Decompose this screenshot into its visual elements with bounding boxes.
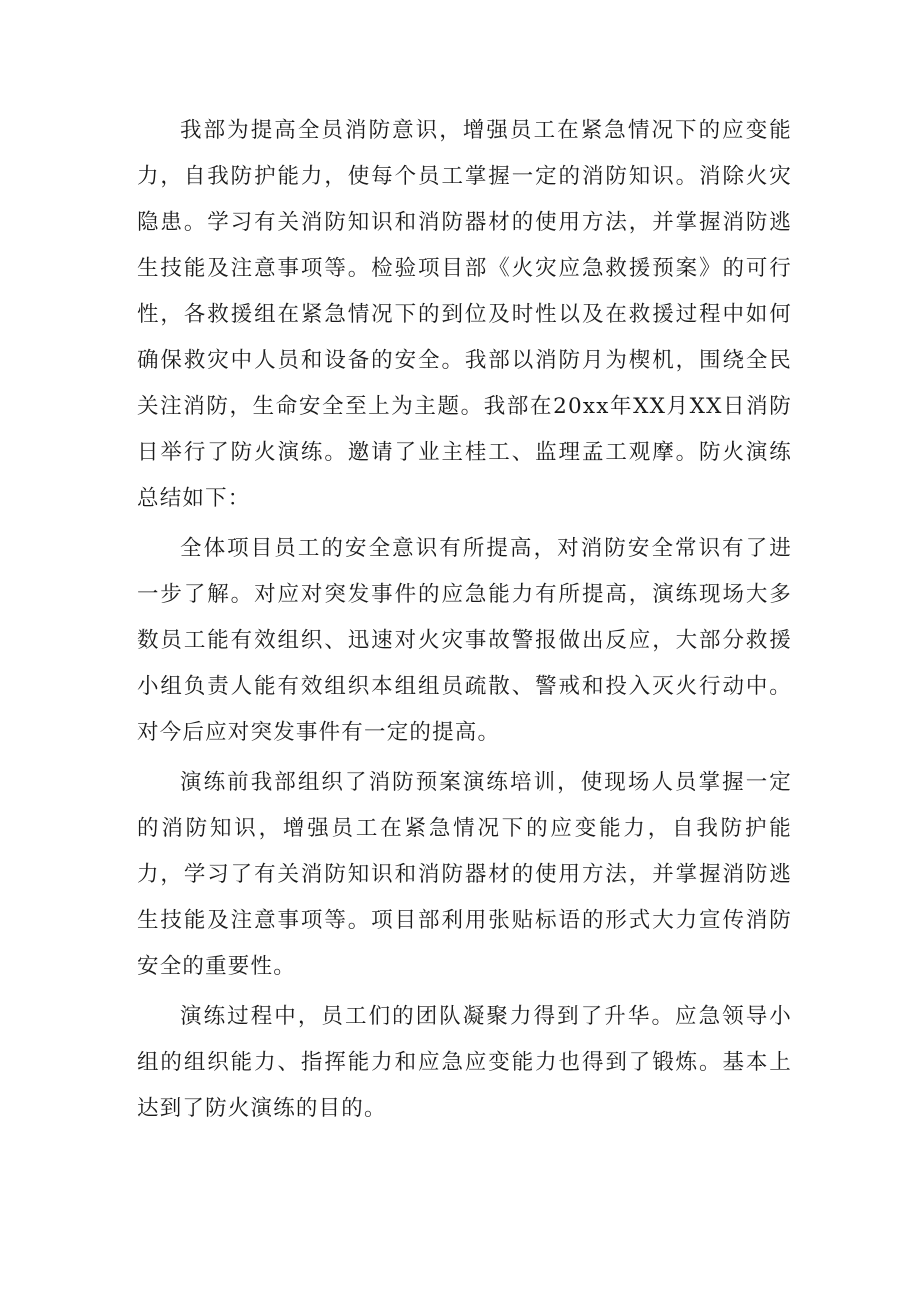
paragraph-team-cohesion: 演练过程中，员工们的团队凝聚力得到了升华。应急领导小组的组织能力、指挥能力和应急应变能力也得到了锻炼。基本上达到了防火演练的目的。: [137, 1004, 792, 1121]
paragraph-drill-purpose: 我部为提高全员消防意识，增强员工在紧急情况下的应变能力，自我防护能力，使每个员工掌握一定的消防知识。消除火灾隐患。学习有关消防知识和消防器材的使用方法，并掌握消防逃生技能及注意事项等。检验项目部《火灾应急救援预案》的可行性，各救援组在紧急情况下的到位及时性以及在救援过程中如何确保救灾中人员和设备的安全。我部以消防月为楔机，围绕全民关注消防，生命安全至上为主题。我部在20xx年XX月XX日消防日举行了防火演练。邀请了业主桂工、监理孟工观摩。防火演练总结如下：: [137, 118, 792, 511]
document-body: [137, 108, 792, 1136]
paragraph-safety-awareness: 全体项目员工的安全意识有所提高，对消防安全常识有了进一步了解。对应对突发事件的应急能力有所提高，演练现场大多数员工能有效组织、迅速对火灾事故警报做出反应，大部分救援小组负责人能有效组织本组组员疏散、警戒和投入灭火行动中。对今后应对突发事件有一定的提高。: [137, 536, 792, 745]
paragraph-training: 演练前我部组织了消防预案演练培训，使现场人员掌握一定的消防知识，增强员工在紧急情况下的应变能力，自我防护能力，学习了有关消防知识和消防器材的使用方法，并掌握消防逃生技能及注意事项等。项目部利用张贴标语的形式大力宣传消防安全的重要性。: [137, 770, 792, 979]
